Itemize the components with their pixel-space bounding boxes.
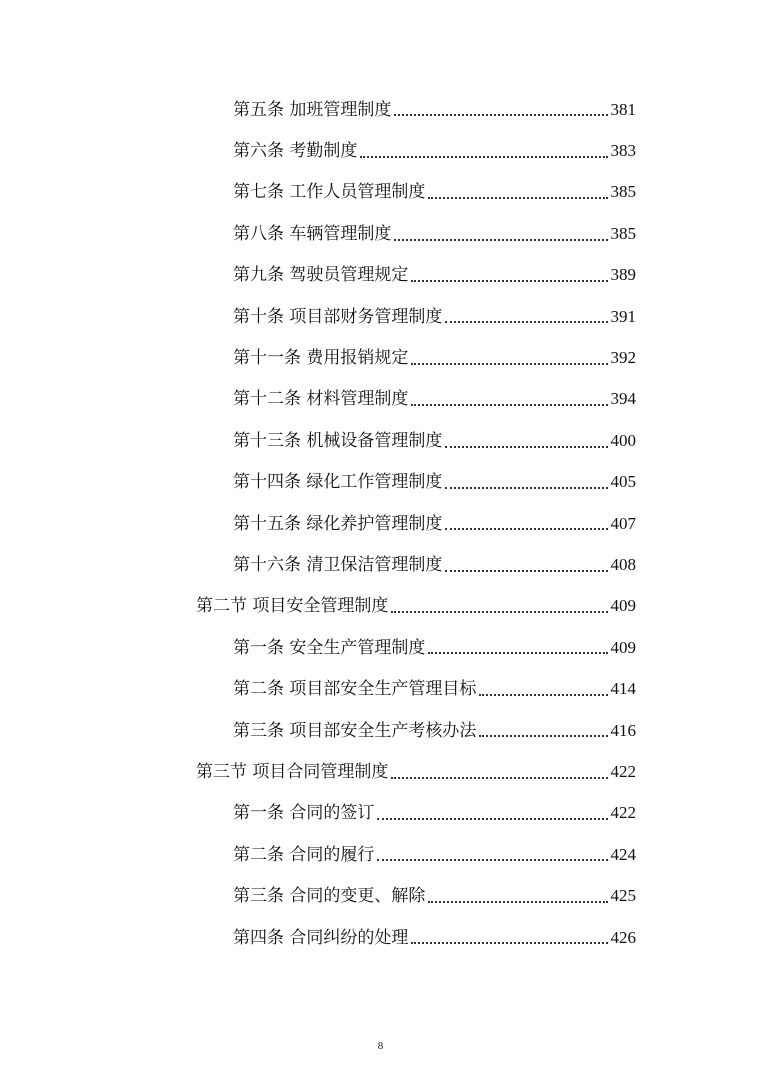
toc-section-entry[interactable] bbox=[0, 751, 636, 792]
toc-entry-page: 391 bbox=[610, 306, 636, 326]
toc-entry-label: 第一条 合同的签订 bbox=[233, 803, 375, 824]
toc-dot-leader bbox=[428, 901, 607, 903]
toc-entry-label: 第四条 合同纠纷的处理 bbox=[233, 927, 409, 948]
toc-entry[interactable] bbox=[0, 379, 636, 420]
toc-entry-label: 第九条 驾驶员管理规定 bbox=[233, 265, 409, 286]
toc-entry-label: 第十一条 费用报销规定 bbox=[233, 348, 409, 369]
toc-dot-leader bbox=[394, 239, 607, 241]
toc-entry[interactable] bbox=[0, 503, 636, 544]
toc-entry-page: 422 bbox=[610, 761, 636, 781]
toc-entry[interactable] bbox=[0, 793, 636, 834]
toc-entry-page: 424 bbox=[610, 844, 636, 864]
toc-entry-page: 383 bbox=[610, 141, 636, 161]
toc-entry-label: 第十条 项目部财务管理制度 bbox=[233, 306, 443, 327]
toc-dot-leader bbox=[479, 694, 607, 696]
toc-dot-leader bbox=[479, 735, 607, 737]
toc-entry[interactable] bbox=[0, 710, 636, 751]
toc-entry-label: 第二节 项目安全管理制度 bbox=[196, 596, 389, 617]
toc-dot-leader bbox=[445, 487, 607, 489]
toc-dot-leader bbox=[394, 114, 607, 116]
toc-entry[interactable] bbox=[0, 213, 636, 254]
toc-entry-page: 408 bbox=[610, 554, 636, 574]
toc-entry-page: 409 bbox=[610, 596, 636, 616]
toc-entry-page: 381 bbox=[610, 99, 636, 119]
toc-entry-page: 385 bbox=[610, 182, 636, 202]
toc-dot-leader bbox=[428, 652, 607, 654]
toc-entry-label: 第十二条 材料管理制度 bbox=[233, 389, 409, 410]
toc-entry-page: 385 bbox=[610, 223, 636, 243]
page-number: 8 bbox=[377, 1040, 384, 1052]
toc-entry[interactable] bbox=[0, 917, 636, 958]
toc-dot-leader bbox=[377, 859, 607, 861]
toc-section-entry[interactable] bbox=[0, 586, 636, 627]
toc-entry-label: 第二条 项目部安全生产管理目标 bbox=[233, 679, 477, 700]
toc-entry-label: 第五条 加班管理制度 bbox=[233, 99, 392, 120]
toc-entry-label: 第十六条 清卫保洁管理制度 bbox=[233, 554, 443, 575]
toc-entry[interactable] bbox=[0, 668, 636, 709]
toc-entry-page: 426 bbox=[610, 927, 636, 947]
table-of-contents bbox=[0, 89, 761, 958]
toc-entry-page: 416 bbox=[610, 720, 636, 740]
toc-entry-label: 第八条 车辆管理制度 bbox=[233, 223, 392, 244]
toc-dot-leader bbox=[445, 570, 607, 572]
toc-entry-page: 407 bbox=[610, 513, 636, 533]
toc-entry[interactable] bbox=[0, 834, 636, 875]
toc-entry[interactable] bbox=[0, 544, 636, 585]
toc-entry-page: 425 bbox=[610, 886, 636, 906]
toc-entry-label: 第三节 项目合同管理制度 bbox=[196, 761, 389, 782]
toc-entry-page: 422 bbox=[610, 803, 636, 823]
toc-dot-leader bbox=[391, 611, 607, 613]
toc-entry-label: 第十四条 绿化工作管理制度 bbox=[233, 472, 443, 493]
toc-entry-label: 第一条 安全生产管理制度 bbox=[233, 637, 426, 658]
toc-entry[interactable] bbox=[0, 875, 636, 916]
toc-entry-label: 第六条 考勤制度 bbox=[233, 141, 358, 162]
toc-entry-page: 389 bbox=[610, 265, 636, 285]
toc-dot-leader bbox=[445, 321, 607, 323]
toc-entry-page: 392 bbox=[610, 348, 636, 368]
toc-entry[interactable] bbox=[0, 130, 636, 171]
toc-entry-label: 第二条 合同的履行 bbox=[233, 844, 375, 865]
toc-dot-leader bbox=[411, 942, 607, 944]
toc-dot-leader bbox=[411, 363, 607, 365]
toc-dot-leader bbox=[428, 197, 607, 199]
toc-entry-page: 414 bbox=[610, 679, 636, 699]
toc-dot-leader bbox=[445, 528, 607, 530]
toc-entry[interactable] bbox=[0, 627, 636, 668]
toc-entry-label: 第七条 工作人员管理制度 bbox=[233, 182, 426, 203]
toc-entry-page: 405 bbox=[610, 472, 636, 492]
toc-entry-label: 第十三条 机械设备管理制度 bbox=[233, 430, 443, 451]
toc-entry[interactable] bbox=[0, 296, 636, 337]
toc-entry[interactable] bbox=[0, 255, 636, 296]
toc-entry[interactable] bbox=[0, 462, 636, 503]
toc-dot-leader bbox=[391, 777, 607, 779]
toc-entry[interactable] bbox=[0, 420, 636, 461]
toc-entry-label: 第三条 项目部安全生产考核办法 bbox=[233, 720, 477, 741]
toc-entry-page: 400 bbox=[610, 430, 636, 450]
toc-entry[interactable] bbox=[0, 172, 636, 213]
toc-entry-label: 第三条 合同的变更、解除 bbox=[233, 886, 426, 907]
toc-dot-leader bbox=[377, 818, 607, 820]
toc-entry-label: 第十五条 绿化养护管理制度 bbox=[233, 513, 443, 534]
toc-dot-leader bbox=[411, 280, 607, 282]
toc-dot-leader bbox=[411, 404, 607, 406]
toc-entry-page: 394 bbox=[610, 389, 636, 409]
toc-entry[interactable] bbox=[0, 89, 636, 130]
toc-entry[interactable] bbox=[0, 337, 636, 378]
toc-dot-leader bbox=[445, 446, 607, 448]
toc-entry-page: 409 bbox=[610, 637, 636, 657]
toc-dot-leader bbox=[360, 156, 607, 158]
